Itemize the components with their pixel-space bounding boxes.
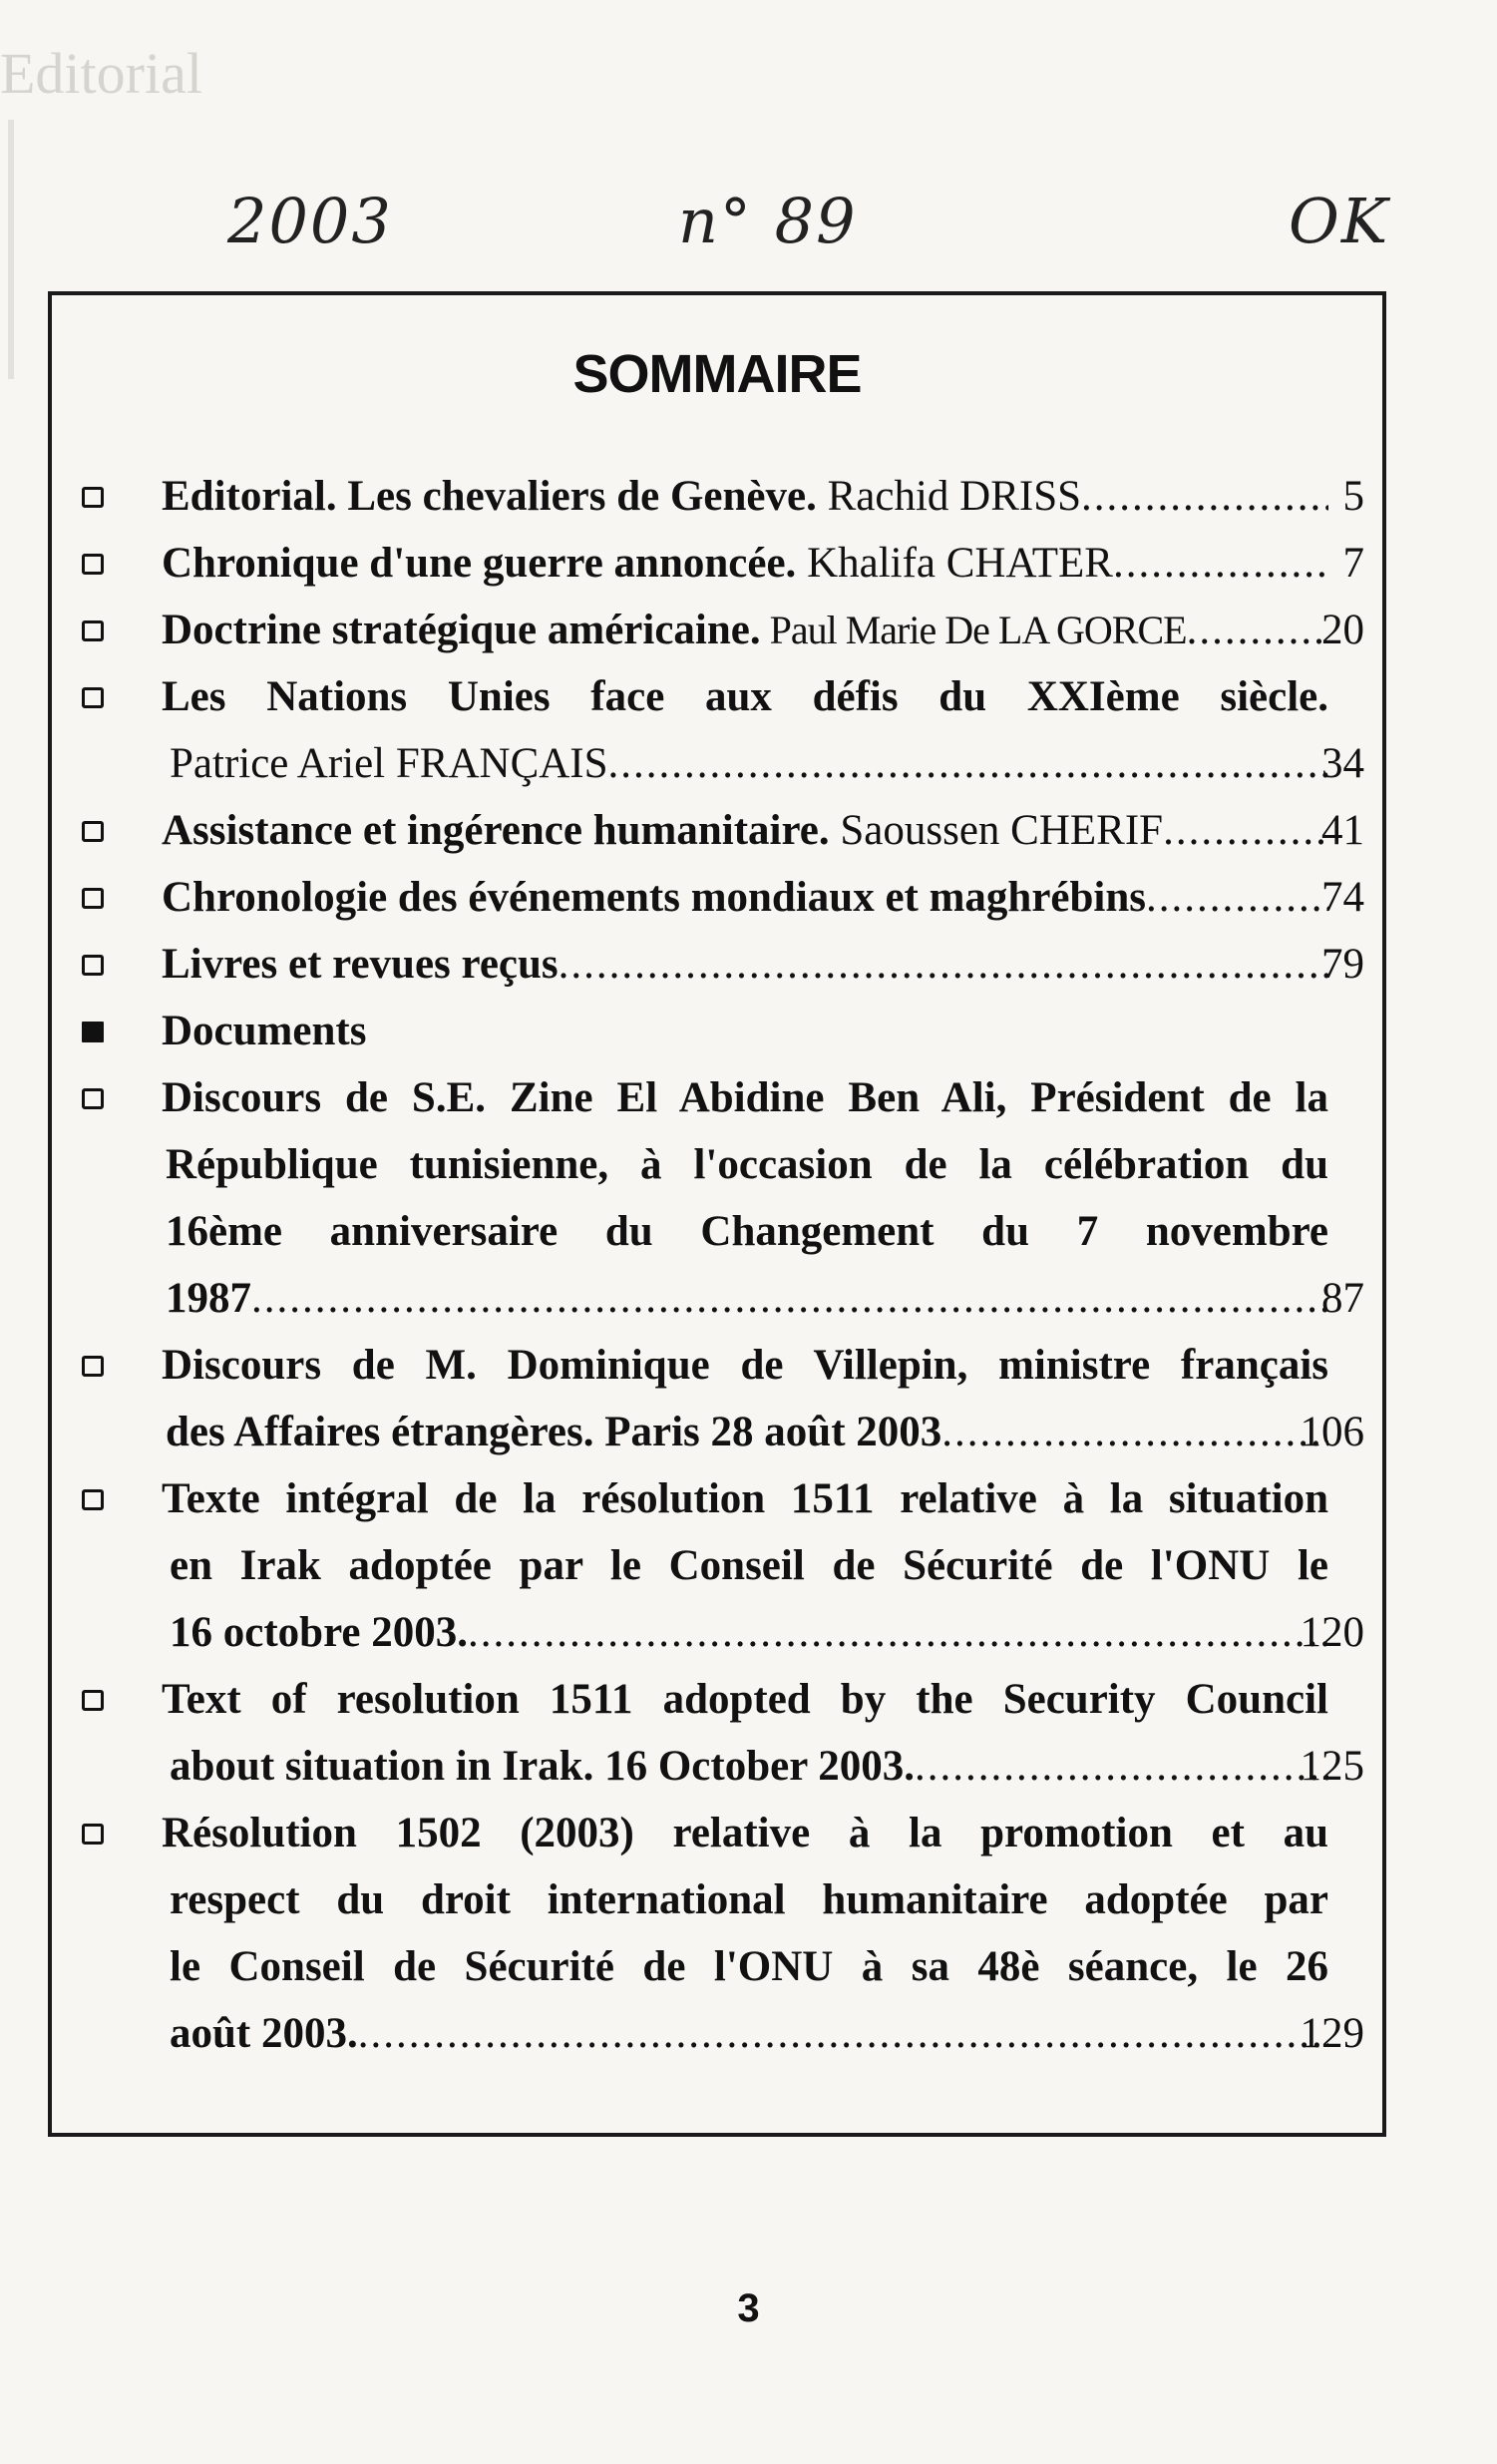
entry-title-line: 1987 bbox=[166, 1275, 251, 1322]
page-number: 3 bbox=[737, 2286, 760, 2330]
checkbox-icon bbox=[82, 1690, 104, 1711]
entry-title: Doctrine stratégique américaine. bbox=[162, 607, 761, 653]
entry-title-line: en Irak adoptée par le Conseil de Sécurité de l'ONU le bbox=[170, 1542, 1328, 1589]
dot-leader bbox=[358, 2000, 1328, 2067]
entry-page: 87 bbox=[1321, 1275, 1364, 1322]
checkbox-icon bbox=[82, 1489, 104, 1510]
toc-entry[interactable] bbox=[52, 1465, 1382, 1666]
checkbox-icon bbox=[82, 687, 104, 708]
toc-entry[interactable] bbox=[52, 1666, 1382, 1800]
entry-title-line: respect du droit international humanitaire adoptée par bbox=[170, 1876, 1328, 1923]
checkbox-icon bbox=[82, 888, 104, 909]
toc-entry[interactable] bbox=[52, 931, 1382, 998]
entry-title-line: about situation in Irak. 16 October 2003. bbox=[170, 1743, 915, 1790]
entry-title: Assistance et ingérence humanitaire. bbox=[162, 807, 830, 854]
entry-title-line: le Conseil de Sécurité de l'ONU à sa 48è séance, le 26 bbox=[170, 1943, 1328, 1990]
entry-page: 125 bbox=[1300, 1743, 1364, 1790]
entry-author: Rachid DRISS bbox=[816, 473, 1082, 520]
entry-page: 79 bbox=[1321, 941, 1364, 988]
entry-title-line: Text of resolution 1511 adopted by the Security Council bbox=[162, 1676, 1328, 1723]
entry-title-line: République tunisienne, à l'occasion de la célébration du bbox=[166, 1141, 1328, 1188]
checkbox-icon bbox=[82, 955, 104, 976]
section-title: Documents bbox=[162, 1008, 367, 1054]
entry-title: Chronologie des événements mondiaux et maghrébins bbox=[162, 874, 1147, 921]
entry-page: 129 bbox=[1300, 2010, 1364, 2057]
entry-title-line: 16 octobre 2003. bbox=[170, 1609, 468, 1656]
toc-section-heading[interactable] bbox=[52, 998, 1382, 1064]
checkbox-icon bbox=[82, 1824, 104, 1845]
entry-page: 120 bbox=[1300, 1609, 1364, 1656]
entry-title-line: Résolution 1502 (2003) relative à la promotion et au bbox=[162, 1810, 1328, 1856]
entry-title-line: 16ème anniversaire du Changement du 7 novembre bbox=[166, 1208, 1328, 1255]
dot-leader bbox=[608, 730, 1328, 797]
checkbox-icon bbox=[82, 1088, 104, 1109]
entry-title-line: Discours de S.E. Zine El Abidine Ben Ali, Président de la bbox=[162, 1074, 1328, 1121]
entry-title-line: Discours de M. Dominique de Villepin, ministre français bbox=[162, 1342, 1328, 1389]
entry-author: Patrice Ariel FRANÇAIS bbox=[170, 740, 608, 787]
handwritten-issue-number: n° 89 bbox=[678, 185, 858, 257]
toc-entry[interactable] bbox=[52, 864, 1382, 931]
entry-title-line: Texte intégral de la résolution 1511 relative à la situation bbox=[162, 1475, 1328, 1522]
entry-title: Editorial. Les chevaliers de Genève. bbox=[162, 473, 817, 520]
handwritten-year: 2003 bbox=[227, 185, 393, 257]
dot-leader bbox=[251, 1265, 1328, 1332]
entry-title: Chronique d'une guerre annoncée. bbox=[162, 540, 797, 587]
toc-list bbox=[52, 463, 1382, 2067]
entry-title-line: des Affaires étrangères. Paris 28 août 2003 bbox=[166, 1409, 942, 1455]
table-of-contents-box bbox=[48, 291, 1386, 2137]
entry-page: 74 bbox=[1321, 874, 1364, 921]
entry-page: 41 bbox=[1321, 807, 1364, 854]
checkbox-icon bbox=[82, 487, 104, 508]
checkbox-icon bbox=[82, 821, 104, 842]
handwritten-check-mark: OK bbox=[1289, 185, 1390, 257]
entry-page: 7 bbox=[1342, 540, 1364, 587]
toc-entry[interactable] bbox=[52, 530, 1382, 597]
toc-entry[interactable] bbox=[52, 797, 1382, 864]
entry-author: Khalifa CHATER bbox=[796, 540, 1113, 587]
checkbox-icon bbox=[82, 554, 104, 575]
entry-page: 5 bbox=[1342, 473, 1364, 520]
filled-square-icon bbox=[82, 1022, 104, 1042]
checkbox-icon bbox=[82, 1356, 104, 1377]
bleed-through-text: Editorial bbox=[0, 41, 202, 106]
dot-leader bbox=[559, 931, 1328, 998]
entry-page: 106 bbox=[1300, 1409, 1364, 1455]
dot-leader bbox=[468, 1599, 1328, 1666]
toc-title: SOMMAIRE bbox=[572, 344, 862, 404]
toc-entry[interactable] bbox=[52, 597, 1382, 663]
toc-entry[interactable] bbox=[52, 1332, 1382, 1465]
toc-entry[interactable] bbox=[52, 663, 1382, 797]
toc-entry[interactable] bbox=[52, 1064, 1382, 1332]
entry-author: Paul Marie De LA GORCE bbox=[760, 608, 1187, 652]
entry-title-line: août 2003. bbox=[170, 2010, 358, 2057]
entry-page: 34 bbox=[1321, 740, 1364, 787]
toc-entry[interactable] bbox=[52, 1800, 1382, 2067]
checkbox-icon bbox=[82, 620, 104, 641]
toc-entry[interactable] bbox=[52, 463, 1382, 530]
entry-title: Livres et revues reçus bbox=[162, 941, 559, 988]
entry-title: Les Nations Unies face aux défis du XXIème siècle. bbox=[162, 673, 1328, 720]
entry-author: Saoussen CHERIF bbox=[829, 807, 1164, 854]
margin-shadow bbox=[8, 120, 14, 379]
entry-page: 20 bbox=[1321, 607, 1364, 653]
